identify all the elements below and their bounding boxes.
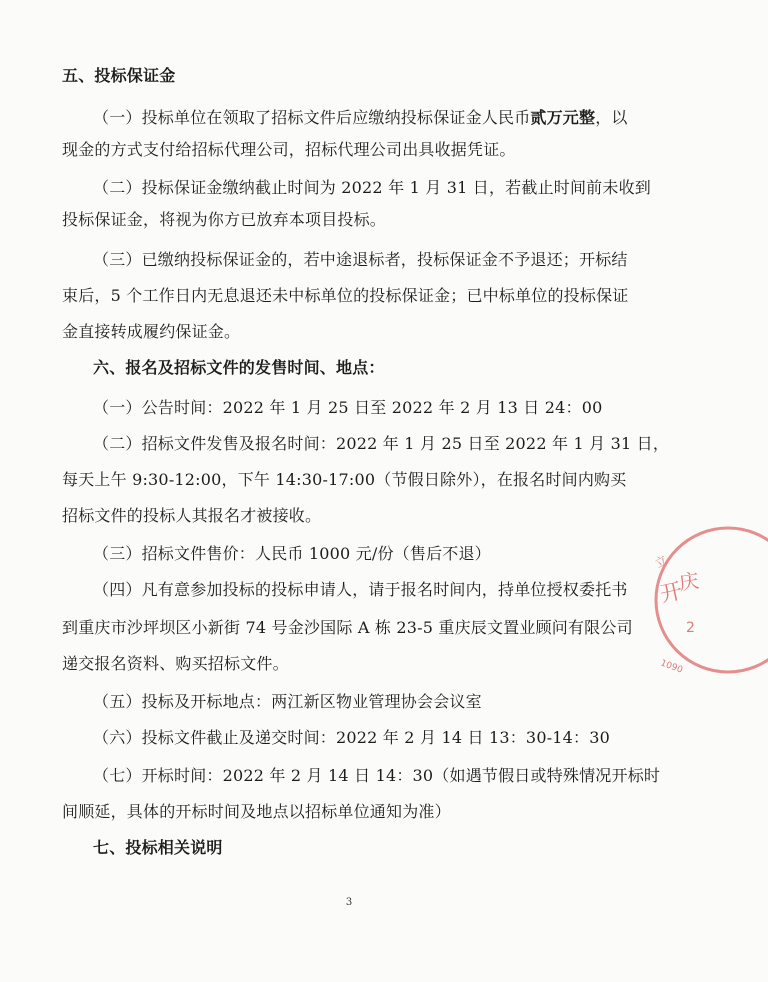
- s6-paragraph-6: （六）投标文件截止及递交时间：2022 年 2 月 14 日 13：30-14：30: [93, 728, 611, 747]
- s5-p1-text-a: （一）投标单位在领取了招标文件后应缴纳投标保证金人民币: [93, 108, 531, 127]
- s5-paragraph-1-line-1: [93, 108, 642, 128]
- s5-p1-amount-bold: 贰万元整: [530, 108, 596, 127]
- s6-paragraph-4-line-1: （四）凡有意参加投标的投标申请人，请于报名时间内，持单位授权委托书: [93, 580, 628, 599]
- section-5-heading: 五、投标保证金: [62, 66, 176, 85]
- s5-p1-text-c: ，以: [595, 108, 628, 127]
- svg-text:1090: 1090: [658, 658, 684, 676]
- s5-paragraph-2-line-2: 投标保证金，将视为你方已放弃本项目投标。: [62, 210, 387, 229]
- s6-paragraph-7-line-2: 间顺延，具体的开标时间及地点以招标单位通知为准）: [62, 802, 451, 821]
- svg-text:庆: 庆: [677, 568, 701, 595]
- s6-paragraph-3: （三）招标文件售价：人民币 1000 元/份（售后不退）: [93, 544, 491, 563]
- s6-paragraph-7-line-1: （七）开标时间：2022 年 2 月 14 日 14：30（如遇节假日或特殊情况开标时: [93, 766, 661, 785]
- s6-paragraph-2-line-3: 招标文件的投标人其报名才被接收。: [62, 506, 322, 525]
- s6-paragraph-5: （五）投标及开标地点：两江新区物业管理协会会议室: [93, 692, 482, 711]
- s6-paragraph-2-line-1: （二）招标文件发售及报名时间：2022 年 1 月 25 日至 2022 年 1 月 31 日，: [93, 434, 670, 453]
- svg-text:开: 开: [658, 578, 685, 608]
- s5-paragraph-3-line-3: 金直接转成履约保证金。: [62, 322, 241, 341]
- s6-paragraph-1: （一）公告时间：2022 年 1 月 25 日至 2022 年 2 月 13 日 24：00: [93, 398, 603, 417]
- page-number: 3: [345, 897, 353, 908]
- s6-paragraph-4-line-2: 到重庆市沙坪坝区小新街 74 号金沙国际 A 栋 23-5 重庆辰文置业顾问有限公司: [62, 618, 633, 637]
- official-seal-stamp: [648, 520, 768, 680]
- s5-paragraph-3-line-2: 束后，5 个工作日内无息退还未中标单位的投标保证金；已中标单位的投标保证: [62, 286, 629, 305]
- s5-paragraph-1-line-2: 现金的方式支付给招标代理公司，招标代理公司出具收据凭证。: [62, 140, 516, 159]
- s5-paragraph-2-line-1: （二）投标保证金缴纳截止时间为 2022 年 1 月 31 日，若截止时间前未收到: [93, 178, 651, 197]
- svg-text:立: 立: [652, 552, 670, 571]
- section-7-heading: 七、投标相关说明: [93, 838, 223, 857]
- s5-paragraph-3-line-1: （三）已缴纳投标保证金的，若中途退标者，投标保证金不予退还；开标结: [93, 250, 628, 269]
- s6-paragraph-4-line-3: 递交报名资料、购买招标文件。: [62, 654, 289, 673]
- svg-text:2: 2: [686, 620, 695, 636]
- s6-paragraph-2-line-2: 每天上午 9:30-12:00，下午 14:30-17:00（节假日除外），在报名时间内购买: [62, 470, 627, 489]
- section-6-heading: 六、报名及招标文件的发售时间、地点：: [93, 358, 385, 377]
